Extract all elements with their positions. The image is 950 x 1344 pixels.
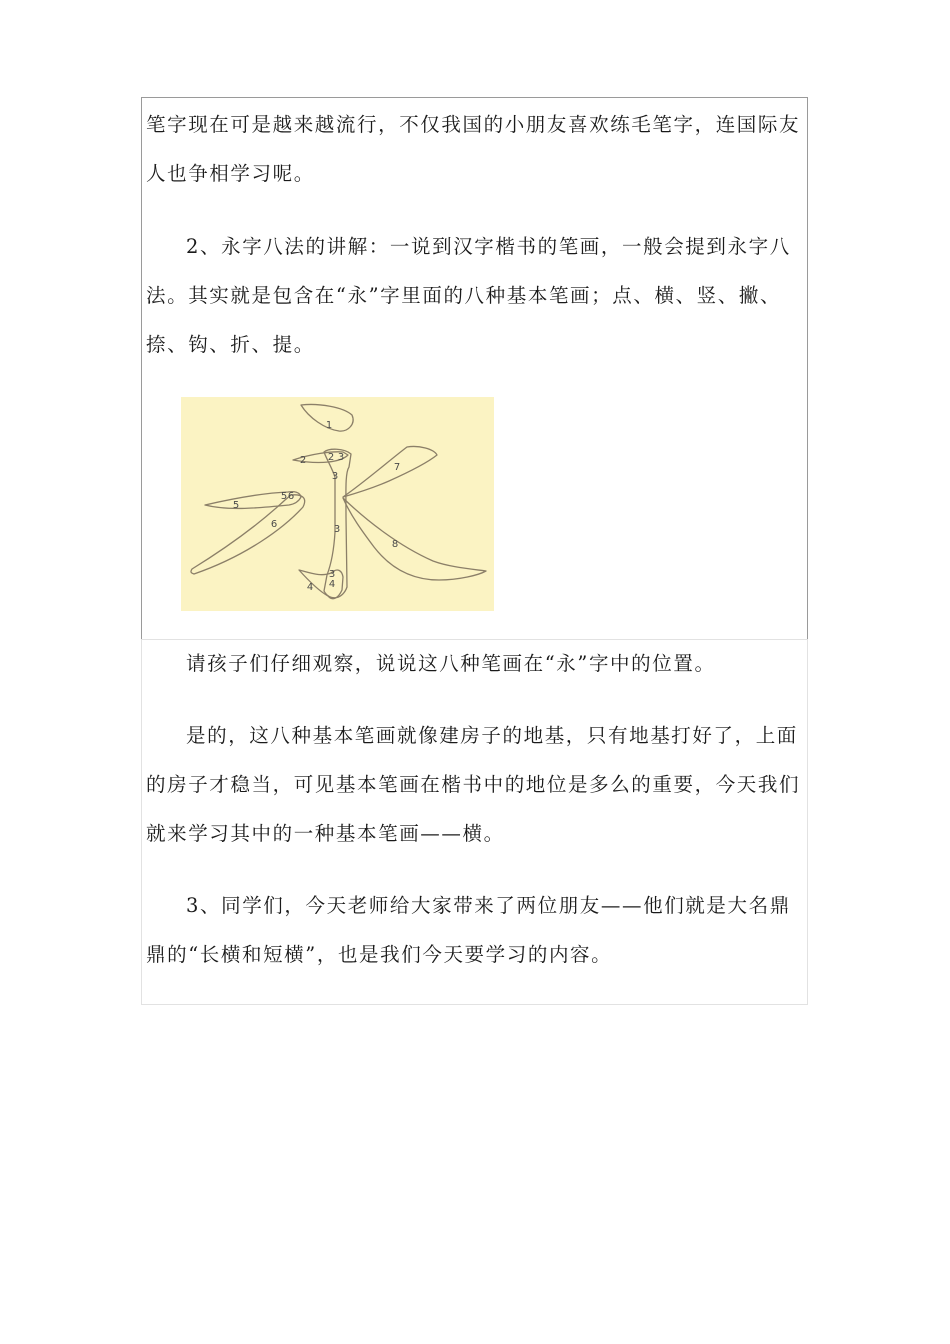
paragraph-observe: 请孩子们仔细观察，说说这八种笔画在“永”字中的位置。 — [186, 652, 716, 675]
stroke-label-3b: 3 — [331, 471, 339, 482]
stroke-hook-outline — [299, 570, 343, 599]
paragraph-foundation: 是的，这八种基本笔画就像建房子的地基，只有地基打好了，上面的房子才稳当，可见基本笔画在楷书中的地位是多么的重要，今天我们就来学习其中的一种基本笔画——横。 — [146, 724, 801, 845]
table-cell-top — [141, 97, 808, 640]
stroke-rising-outline — [343, 446, 437, 497]
stroke-label-4b: 4 — [306, 582, 314, 593]
yong-strokes-svg — [181, 397, 494, 611]
stroke-label-4a: 4 — [328, 579, 336, 590]
stroke-label-6b: 6 — [270, 519, 278, 530]
stroke-left-falling-outline — [191, 495, 305, 574]
stroke-label-3c: 3 — [333, 524, 341, 535]
stroke-label-2b: 2 — [327, 452, 335, 463]
paragraph-intro: 笔字现在可是越来越流行，不仅我国的小朋友喜欢练毛笔字，连国际友人也争相学习呢。 — [146, 113, 801, 185]
stroke-label-1: 1 — [325, 420, 333, 431]
stroke-right-falling-outline — [343, 498, 486, 580]
stroke-label-8: 8 — [391, 539, 399, 550]
stroke-label-3d: 3 — [328, 569, 336, 580]
table-cell-bottom — [141, 639, 808, 1005]
stroke-label-5a: 5 — [232, 500, 240, 511]
stroke-label-5b: 5 — [280, 491, 288, 502]
stroke-label-3a: 3 — [337, 452, 345, 463]
stroke-label-2a: 2 — [299, 455, 307, 466]
stroke-label-6a: 6 — [287, 491, 295, 502]
yong-character-diagram — [181, 397, 494, 611]
paragraph-long-short-horizontal: 3、同学们，今天老师给大家带来了两位朋友——他们就是大名鼎鼎的“长横和短横”，也是我们今天要学习的内容。 — [146, 894, 791, 966]
paragraph-yong-eight-methods: 2、永字八法的讲解：一说到汉字楷书的笔画，一般会提到永字八法。其实就是包含在“永”字里面的八种基本笔画；点、横、竖、撇、捺、钩、折、提。 — [146, 235, 791, 356]
stroke-label-7: 7 — [393, 462, 401, 473]
